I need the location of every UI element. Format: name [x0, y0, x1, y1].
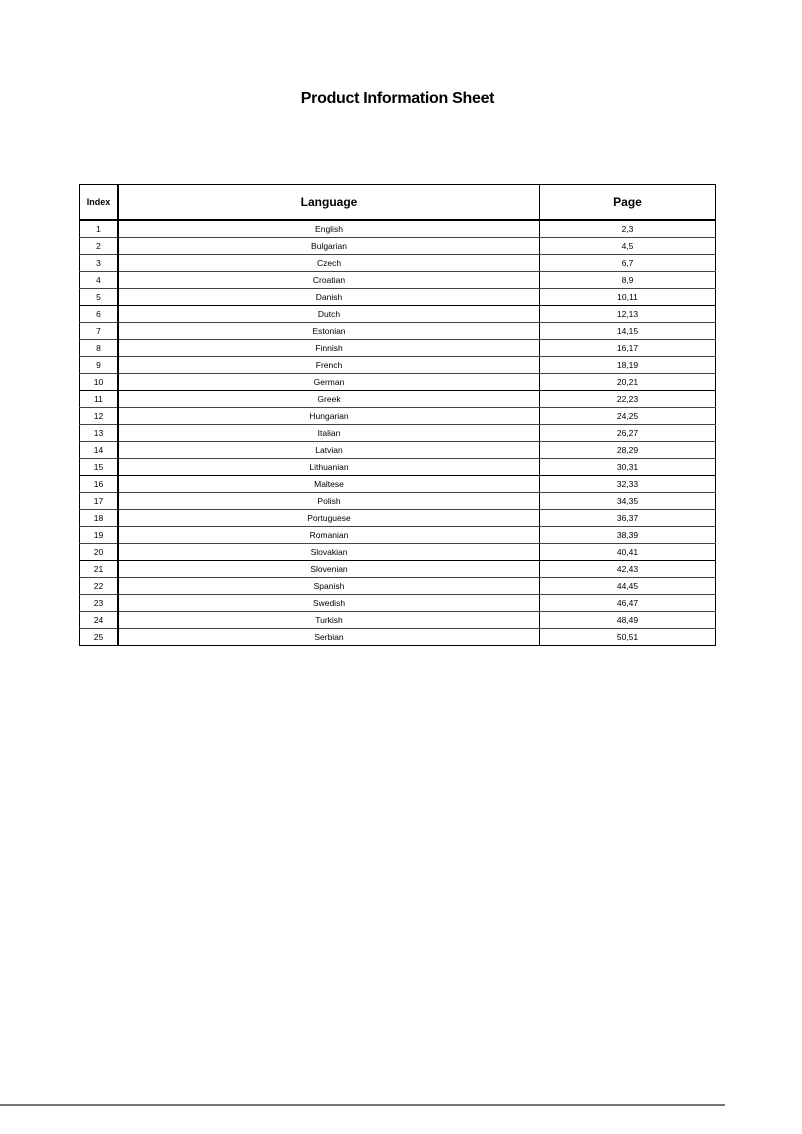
cell-index: 6 [80, 306, 119, 323]
cell-language: Slovakian [118, 544, 540, 561]
cell-index: 10 [80, 374, 119, 391]
cell-page: 46,47 [540, 595, 716, 612]
cell-language: Finnish [118, 340, 540, 357]
cell-page: 42,43 [540, 561, 716, 578]
table-row [80, 442, 716, 459]
cell-index: 13 [80, 425, 119, 442]
cell-language: Slovenian [118, 561, 540, 578]
cell-index: 3 [80, 255, 119, 272]
table-row [80, 391, 716, 408]
table-row [80, 561, 716, 578]
cell-index: 2 [80, 238, 119, 255]
table-row [80, 425, 716, 442]
cell-index: 1 [80, 220, 119, 238]
cell-index: 9 [80, 357, 119, 374]
cell-index: 5 [80, 289, 119, 306]
cell-index: 17 [80, 493, 119, 510]
cell-page: 20,21 [540, 374, 716, 391]
cell-language: Estonian [118, 323, 540, 340]
table-row [80, 629, 716, 646]
page-title: Product Information Sheet [300, 90, 495, 107]
table-row [80, 238, 716, 255]
table-header-row [80, 185, 716, 221]
cell-page: 50,51 [540, 629, 716, 646]
cell-language: German [118, 374, 540, 391]
table-row [80, 544, 716, 561]
header-index: Index [80, 185, 119, 221]
language-index-table [79, 184, 716, 646]
cell-page: 24,25 [540, 408, 716, 425]
table-row [80, 357, 716, 374]
table-row [80, 374, 716, 391]
table-row [80, 527, 716, 544]
table-row [80, 459, 716, 476]
cell-index: 14 [80, 442, 119, 459]
cell-index: 20 [80, 544, 119, 561]
cell-language: Spanish [118, 578, 540, 595]
cell-index: 16 [80, 476, 119, 493]
cell-page: 2,3 [540, 220, 716, 238]
cell-page: 44,45 [540, 578, 716, 595]
cell-language: Hungarian [118, 408, 540, 425]
cell-index: 24 [80, 612, 119, 629]
table-row [80, 408, 716, 425]
cell-page: 16,17 [540, 340, 716, 357]
table-row [80, 493, 716, 510]
table-row [80, 306, 716, 323]
cell-language: Czech [118, 255, 540, 272]
cell-language: Serbian [118, 629, 540, 646]
table-row [80, 612, 716, 629]
cell-language: Polish [118, 493, 540, 510]
table-row [80, 272, 716, 289]
cell-page: 18,19 [540, 357, 716, 374]
cell-language: English [118, 220, 540, 238]
cell-language: Greek [118, 391, 540, 408]
table-row [80, 220, 716, 238]
cell-page: 8,9 [540, 272, 716, 289]
cell-language: Turkish [118, 612, 540, 629]
cell-index: 23 [80, 595, 119, 612]
cell-language: Maltese [118, 476, 540, 493]
cell-page: 10,11 [540, 289, 716, 306]
cell-page: 28,29 [540, 442, 716, 459]
cell-page: 30,31 [540, 459, 716, 476]
cell-index: 18 [80, 510, 119, 527]
table-row [80, 289, 716, 306]
cell-index: 4 [80, 272, 119, 289]
table-row [80, 476, 716, 493]
table-row [80, 578, 716, 595]
cell-page: 34,35 [540, 493, 716, 510]
table-row [80, 595, 716, 612]
header-page: Page [540, 185, 716, 221]
cell-page: 36,37 [540, 510, 716, 527]
cell-index: 11 [80, 391, 119, 408]
cell-page: 32,33 [540, 476, 716, 493]
footer-divider [0, 1104, 725, 1106]
cell-index: 8 [80, 340, 119, 357]
cell-language: Croatian [118, 272, 540, 289]
cell-language: French [118, 357, 540, 374]
cell-page: 26,27 [540, 425, 716, 442]
cell-language: Bulgarian [118, 238, 540, 255]
cell-index: 22 [80, 578, 119, 595]
cell-language: Danish [118, 289, 540, 306]
cell-page: 40,41 [540, 544, 716, 561]
cell-index: 12 [80, 408, 119, 425]
cell-language: Italian [118, 425, 540, 442]
table-row [80, 340, 716, 357]
cell-page: 4,5 [540, 238, 716, 255]
cell-page: 6,7 [540, 255, 716, 272]
cell-page: 12,13 [540, 306, 716, 323]
cell-page: 14,15 [540, 323, 716, 340]
cell-language: Lithuanian [118, 459, 540, 476]
cell-index: 7 [80, 323, 119, 340]
cell-language: Romanian [118, 527, 540, 544]
cell-index: 21 [80, 561, 119, 578]
table-row [80, 510, 716, 527]
cell-language: Portuguese [118, 510, 540, 527]
cell-language: Dutch [118, 306, 540, 323]
cell-page: 48,49 [540, 612, 716, 629]
cell-index: 25 [80, 629, 119, 646]
cell-index: 19 [80, 527, 119, 544]
table-row [80, 323, 716, 340]
cell-page: 22,23 [540, 391, 716, 408]
cell-index: 15 [80, 459, 119, 476]
cell-page: 38,39 [540, 527, 716, 544]
header-language: Language [118, 185, 540, 221]
cell-language: Swedish [118, 595, 540, 612]
cell-language: Latvian [118, 442, 540, 459]
table-row [80, 255, 716, 272]
